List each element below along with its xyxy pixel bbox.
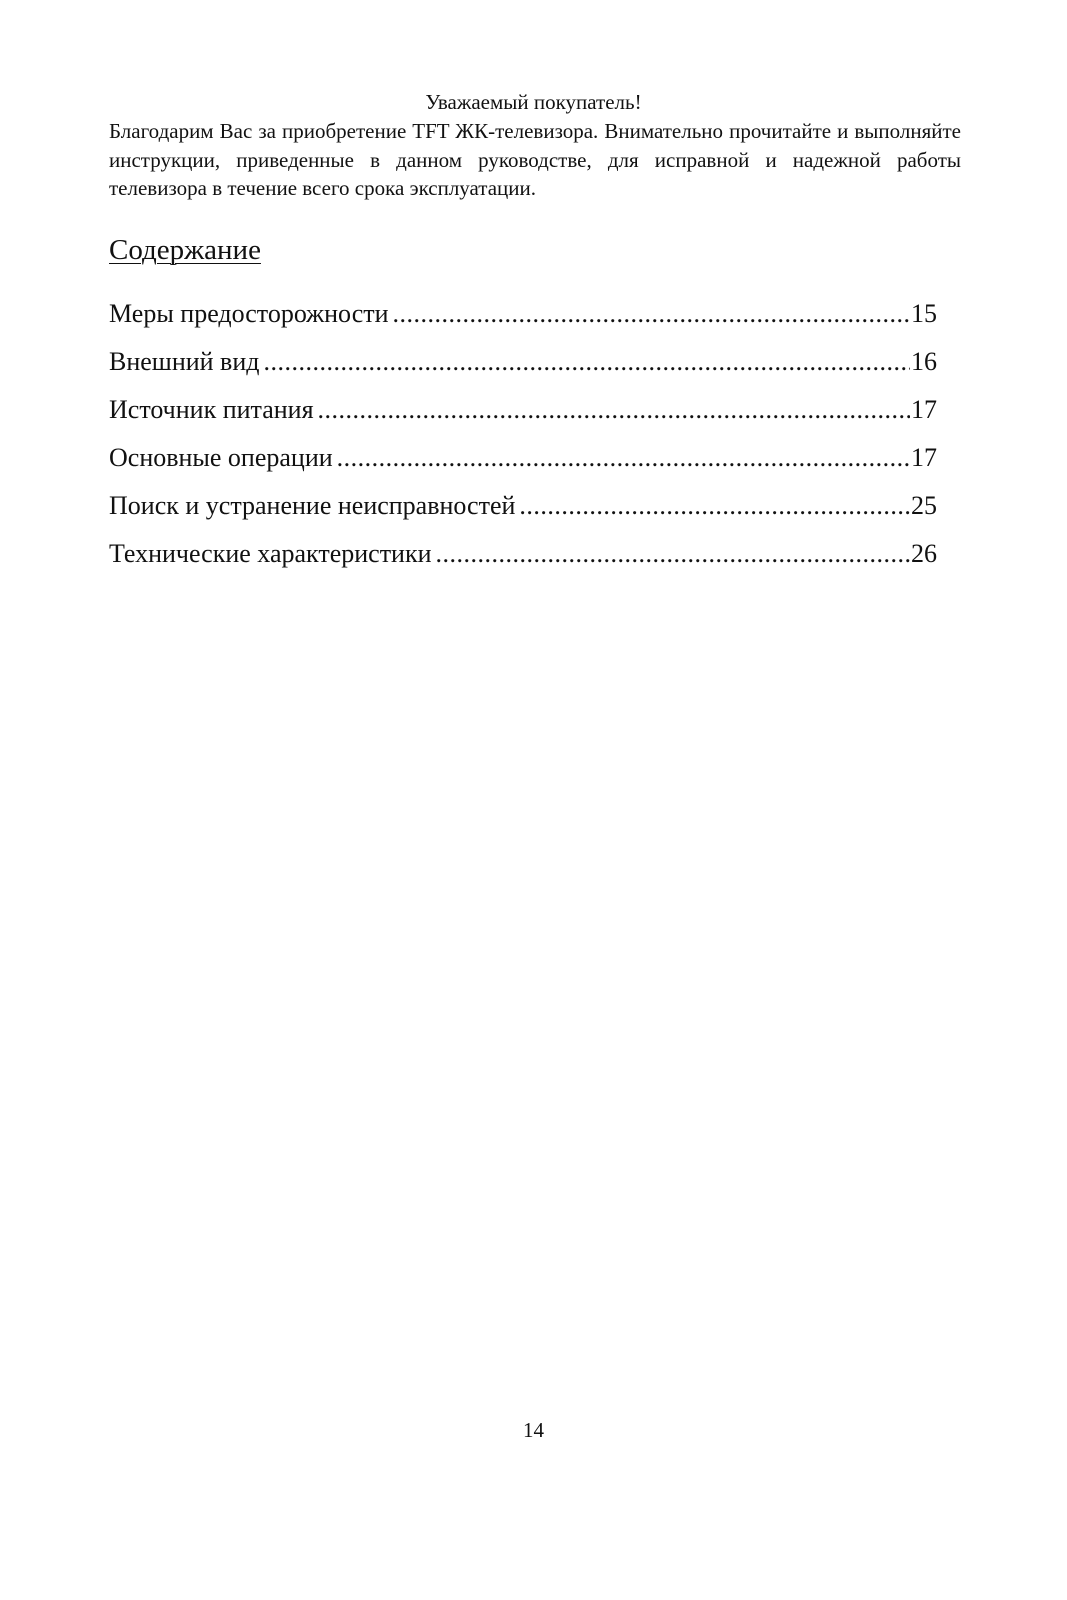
table-of-contents (109, 296, 937, 584)
toc-item-troubleshooting (109, 488, 937, 536)
dot-leader (519, 488, 910, 524)
toc-item-basic-operations (109, 440, 937, 488)
toc-item-title: Поиск и устранение неисправностей (109, 491, 516, 520)
dot-leader (263, 344, 910, 380)
toc-item-title: Основные операции (109, 443, 333, 472)
toc-item-page: 17 (911, 443, 937, 472)
dot-leader (337, 440, 910, 476)
greeting: Уважаемый покупатель! (425, 90, 642, 114)
toc-heading: Содержание (109, 234, 261, 266)
intro-paragraph: Благодарим Вас за приобретение TFT ЖК-телевизора. Внимательно прочитайте и выполняйте инструкции, приведенные в данном руководстве, для исправной и надежной работы телевизора в течение всего срока эксплуатации. (109, 119, 961, 200)
dot-leader (393, 296, 910, 332)
toc-item-title: Источник питания (109, 395, 314, 424)
toc-item-page: 25 (911, 491, 937, 520)
toc-item-page: 17 (911, 395, 937, 424)
toc-item-page: 26 (911, 539, 937, 568)
toc-item-appearance (109, 344, 937, 392)
toc-item-title: Внешний вид (109, 347, 260, 376)
toc-item-title: Меры предосторожности (109, 299, 389, 328)
toc-item-title: Технические характеристики (109, 539, 432, 568)
toc-item-precautions (109, 296, 937, 344)
dot-leader (436, 536, 910, 572)
dot-leader (318, 392, 910, 428)
toc-item-page: 15 (911, 299, 937, 328)
toc-item-specifications (109, 536, 937, 584)
page-number: 14 (523, 1418, 544, 1442)
toc-item-page: 16 (911, 347, 937, 376)
toc-item-power-source (109, 392, 937, 440)
